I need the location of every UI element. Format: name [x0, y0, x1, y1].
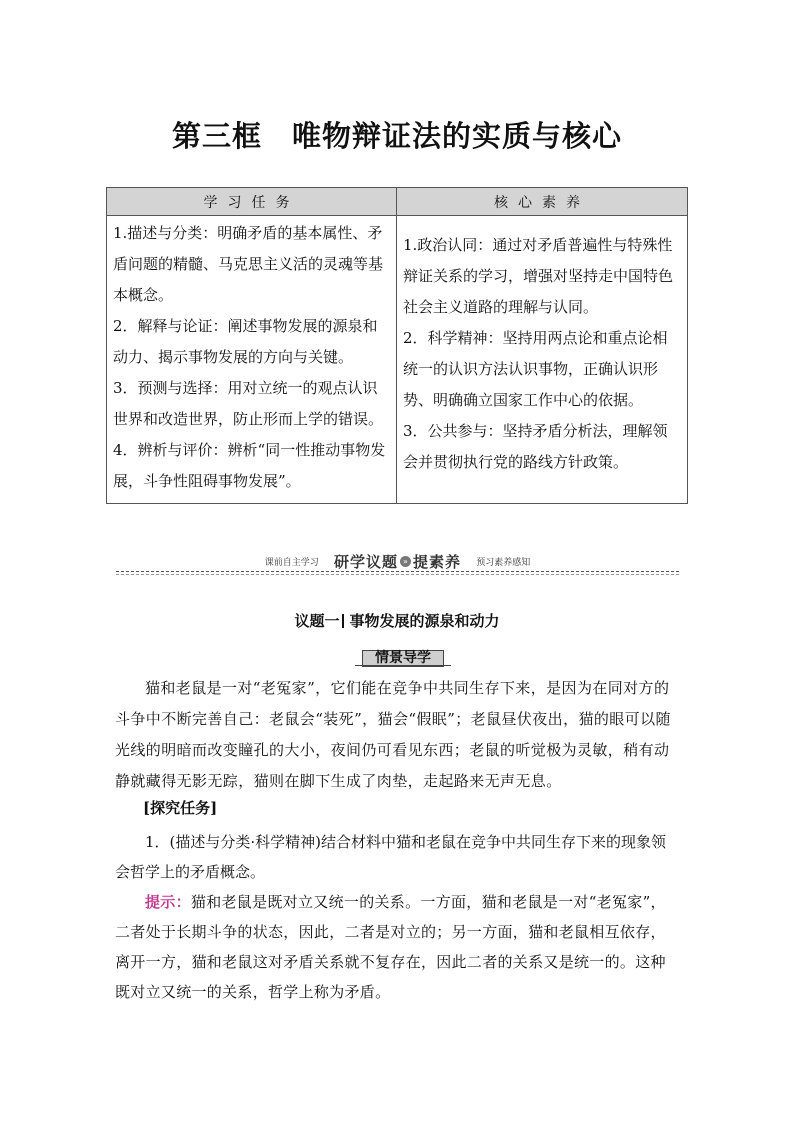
banner-main-right: 提素养	[413, 553, 462, 571]
topic-label: 议题一	[294, 612, 340, 630]
page-title	[0, 114, 794, 155]
header-learning-tasks: 学习任务	[107, 188, 397, 216]
banner-divider	[116, 574, 679, 575]
literacy-item: 1.政治认同：通过对矛盾普遍性与特殊性辩证关系的学习，增强对坚持走中国特色社会主义道路的理解与认同。	[403, 236, 674, 316]
header-core-literacy: 核心素养	[397, 188, 688, 216]
task-item: 3．预测与选择：用对立统一的观点认识世界和改造世界，防止形而上学的错误。	[113, 379, 384, 428]
topic-heading	[0, 610, 794, 631]
title-part2: 唯物辩证法的实质与核心	[292, 119, 623, 153]
learning-goals-table	[106, 187, 688, 504]
hint-paragraph	[115, 887, 679, 1007]
story-paragraph: 猫和老鼠是一对“老冤家”，它们能在竞争中共同生存下来，是因为在同对方的斗争中不断完善自己：老鼠会“装死”，猫会“假眠”；老鼠昼伏夜出，猫的眼可以随光线的明暗而改变瞳孔的大小，夜间仍可看见东西；老鼠的听觉极为灵敏，稍有动静就藏得无影无踪，猫则在脚下生成了肉垫，走起路来无声无息。	[115, 679, 671, 790]
learning-tasks-cell	[107, 216, 397, 504]
banner-right-caption: 预习素养感知	[476, 558, 531, 568]
topic-separator	[342, 614, 344, 628]
task-item: 2．解释与论证：阐述事物发展的源泉和动力、揭示事物发展的方向与关键。	[113, 317, 378, 366]
question-paragraph: 1．(描述与分类·科学精神)结合材料中猫和老鼠在竞争中共同生存下来的现象领会哲学上的矛盾概念。	[115, 833, 667, 881]
task-item: 4．辨析与评价：辨析“同一性推动事物发展，斗争性阻碍事物发展”。	[113, 441, 386, 490]
section-banner	[116, 551, 679, 575]
scene-guide-label: 情景导学	[362, 650, 444, 667]
task-item: 1.描述与分类：明确矛盾的基本属性、矛盾问题的精髓、马克思主义活的灵魂等基本概念。	[113, 224, 384, 304]
literacy-item: 2．科学精神：坚持用两点论和重点论相统一的认识方法认识事物，正确认识形势、明确确立国家工作中心的依据。	[403, 329, 668, 409]
banner-left-caption: 课前自主学习	[264, 558, 319, 568]
literacy-item: 3．公共参与：坚持矛盾分析法，理解领会并贯彻执行党的路线方针政策。	[403, 422, 668, 471]
topic-text: 事物发展的源泉和动力	[349, 612, 500, 630]
explore-heading: [探究任务]	[143, 799, 218, 817]
hint-text: 猫和老鼠是既对立又统一的关系。一方面，猫和老鼠是一对“老冤家”，二者处于长期斗争的状态，因此，二者是对立的；另一方面，猫和老鼠相互依存，离开一方，猫和老鼠这对矛盾关系就不复存在，因此二者的关系又是统一的。这种既对立又统一的关系，哲学上称为矛盾。	[115, 893, 666, 1001]
hint-label: 提示：	[145, 893, 191, 911]
scene-guide-badge	[355, 647, 451, 664]
core-literacy-cell	[397, 216, 688, 504]
banner-main-left: 研学议题	[333, 553, 398, 571]
double-arrow-icon: »	[400, 556, 411, 567]
title-part1: 第三框	[171, 119, 262, 153]
